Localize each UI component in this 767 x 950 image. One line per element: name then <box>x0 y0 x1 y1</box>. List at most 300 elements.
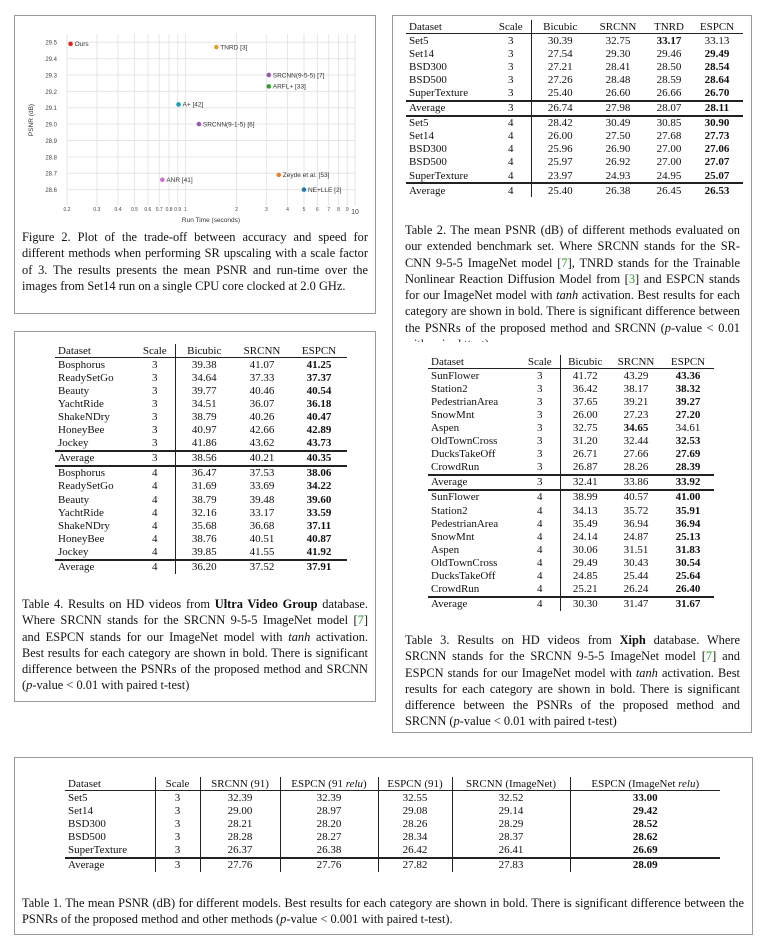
table-row <box>55 545 347 559</box>
table-cell: 28.20 <box>280 817 378 830</box>
table-cell: CrowdRun <box>431 461 480 474</box>
table-cell: 43.36 <box>675 369 701 382</box>
table-cell: 39.38 <box>191 358 217 371</box>
table-cell: 3 <box>155 858 200 872</box>
table-cell: 4 <box>520 490 560 504</box>
data-point <box>176 102 181 107</box>
table-cell: 41.92 <box>306 545 332 558</box>
table-cell: 29.49 <box>704 47 730 60</box>
x-tick-label: 2 <box>235 207 238 213</box>
table-cell: OldTownCross <box>431 435 498 448</box>
table-cell: DucksTakeOff <box>431 448 496 461</box>
table-cell: 4 <box>491 156 531 169</box>
table-cell: 28.28 <box>200 830 280 843</box>
average-row <box>406 101 743 116</box>
table-cell: 3 <box>491 34 531 48</box>
table-2 <box>406 20 743 197</box>
table-cell: 29.14 <box>452 804 570 817</box>
data-point-label: A+ [42] <box>182 101 204 109</box>
table-cell: 35.68 <box>191 519 217 532</box>
table-cell: 25.96 <box>547 143 573 156</box>
table-cell: 26.41 <box>452 843 570 857</box>
table-cell: 32.16 <box>191 506 217 519</box>
table-cell: 26.53 <box>691 183 743 197</box>
table-cell: 3 <box>491 60 531 73</box>
table-cell: 34.65 <box>623 422 649 435</box>
table-cell: Set5 <box>406 116 491 130</box>
table-cell: 40.51 <box>249 532 275 545</box>
table-cell: 25.07 <box>704 169 730 182</box>
table-row <box>428 395 714 408</box>
table-row <box>406 156 743 169</box>
table-cell: 27.54 <box>547 47 573 60</box>
table-row <box>406 34 743 48</box>
table-cell: 31.51 <box>623 543 649 556</box>
table-cell: 28.11 <box>691 101 743 116</box>
table-cell: 25.40 <box>547 87 573 100</box>
table-cell: 28.37 <box>452 830 570 843</box>
table-row <box>55 519 347 532</box>
table-cell: 28.62 <box>632 830 658 843</box>
table-row <box>428 408 714 421</box>
table-cell: 3 <box>135 451 175 466</box>
table-cell: 3 <box>520 421 560 434</box>
table-cell: 29.42 <box>632 804 658 817</box>
table-cell: 36.18 <box>306 397 332 410</box>
table-cell: BSD500 <box>65 830 155 843</box>
column-header: ESPCN (ImageNet relu) <box>570 777 720 791</box>
table-cell: 26.87 <box>572 461 598 474</box>
table-cell: 37.11 <box>306 519 332 532</box>
average-row <box>55 560 347 574</box>
table-cell: 33.69 <box>249 480 275 493</box>
table-cell: 26.92 <box>605 156 631 169</box>
table-cell: 3 <box>135 397 175 410</box>
y-tick-label: 28.8 <box>45 155 57 162</box>
data-point <box>160 177 165 182</box>
x-tick-label: 0.8 <box>165 207 173 213</box>
table-cell: 26.38 <box>589 183 647 197</box>
table-cell: 3 <box>135 410 175 423</box>
table-cell: 4 <box>520 530 560 543</box>
table-cell: 3 <box>520 369 560 383</box>
table-row <box>428 530 714 543</box>
table-cell: Average <box>428 475 520 490</box>
table-cell: 27.76 <box>200 858 280 872</box>
table-cell: 32.44 <box>623 435 649 448</box>
column-header: ESPCN <box>291 344 347 358</box>
table-cell: 3 <box>520 448 560 461</box>
table-cell: 4 <box>135 532 175 545</box>
table-cell: DucksTakeOff <box>431 570 496 583</box>
table-cell: 27.20 <box>675 408 701 421</box>
table-cell: 28.39 <box>675 461 701 474</box>
table-row <box>406 169 743 183</box>
table-cell: 28.21 <box>200 817 280 830</box>
table-cell: BSD300 <box>409 60 447 73</box>
table-cell: 38.99 <box>560 490 610 504</box>
table-cell: 26.40 <box>675 583 701 596</box>
column-header: Dataset <box>406 20 491 34</box>
citation-link[interactable]: 7 <box>357 613 364 628</box>
table-cell: 38.06 <box>291 466 347 480</box>
table-cell: 30.54 <box>675 556 701 569</box>
table-cell: 40.54 <box>306 384 332 397</box>
table-cell: 26.69 <box>632 844 658 857</box>
table-3-panel <box>392 342 752 733</box>
table-cell: 26.66 <box>656 87 682 100</box>
table-1-caption: Table 1. The mean PSNR (dB) for different models. Best results for each category are shown in bold. There is significant difference between the PSNRs of the proposed method and other methods (p-value < 0.001 with paired t-test). <box>22 896 744 927</box>
table-cell: 34.13 <box>572 504 598 517</box>
table-cell: 28.52 <box>632 817 658 830</box>
header-row <box>65 777 720 791</box>
table-cell: 25.64 <box>675 570 701 583</box>
x-tick-label: 6 <box>316 207 319 213</box>
data-point-label: TNRD [3] <box>220 44 248 52</box>
column-header: Dataset <box>65 777 155 791</box>
table-cell: 27.21 <box>547 60 573 73</box>
table-cell: 32.39 <box>280 791 378 805</box>
column-header: SRCNN <box>589 20 647 34</box>
header-row <box>428 355 714 369</box>
table-cell: 26.37 <box>200 843 280 857</box>
table-cell: 28.97 <box>280 804 378 817</box>
data-point-label: ARFL+ [33] <box>272 83 306 91</box>
table-cell: ReadySetGo <box>58 480 114 493</box>
table-cell: 26.00 <box>547 130 573 143</box>
table-cell: 37.91 <box>291 560 347 574</box>
table-cell: 32.55 <box>378 791 452 805</box>
table-row <box>406 47 743 60</box>
data-point-label: Ours <box>74 41 89 49</box>
table-cell: 33.17 <box>249 506 275 519</box>
citation-link[interactable]: 3 <box>628 271 636 286</box>
table-4-caption: Table 4. Results on HD videos from Ultra Video Group database. Where SRCNN stands for the SRCNN 9-5-5 ImageNet model [7] and ESPCN stands for our ImageNet model with tanh activation. Best results for each category are shown in bold. There is significant difference between the PSNRs of the proposed method and SRCNN (p-value < 0.01 with paired t-test) <box>22 597 368 693</box>
y-tick-label: 28.7 <box>45 171 57 178</box>
table-cell: Average <box>55 560 135 574</box>
table-row <box>55 358 347 372</box>
column-header: Bicubic <box>175 344 233 358</box>
column-header: Scale <box>520 355 560 369</box>
data-point <box>266 84 271 89</box>
table-cell: 36.94 <box>623 517 649 530</box>
table-cell: Jockey <box>58 545 89 558</box>
y-tick-label: 29.1 <box>45 106 57 113</box>
table-cell: ShakeNDry <box>58 411 110 424</box>
table-cell: 33.92 <box>662 475 714 490</box>
x-tick-label: 0.5 <box>130 207 138 213</box>
table-cell: 40.87 <box>306 532 332 545</box>
data-point-label: Zeyde et al. [53] <box>282 172 330 180</box>
table-cell: 38.32 <box>675 382 701 395</box>
table-cell: 34.64 <box>191 371 217 384</box>
table-cell: 43.73 <box>306 437 332 450</box>
table-cell: 41.07 <box>249 358 275 371</box>
table-row <box>55 466 347 480</box>
table-cell: 4 <box>520 583 560 597</box>
x-tick-label: 8 <box>337 207 340 213</box>
table-cell: 25.44 <box>623 570 649 583</box>
table-cell: 28.59 <box>656 73 682 86</box>
table-cell: 40.46 <box>249 384 275 397</box>
table-cell: Bosphorus <box>58 358 106 371</box>
table-cell: 31.67 <box>662 597 714 611</box>
column-header: Bicubic <box>560 355 610 369</box>
table-cell: 3 <box>155 791 200 805</box>
table-cell: 4 <box>135 493 175 506</box>
table-row <box>428 570 714 583</box>
table-cell: 27.06 <box>704 143 730 156</box>
table-cell: BSD300 <box>65 817 155 830</box>
table-cell: 30.49 <box>589 116 647 130</box>
table-cell: 31.47 <box>610 597 662 611</box>
table-cell: 28.64 <box>704 73 730 86</box>
table-cell: 39.48 <box>249 493 275 506</box>
citation-link[interactable]: 7 <box>705 649 713 664</box>
table-cell: OldTownCross <box>431 556 498 569</box>
table-2-caption: Table 2. The mean PSNR (dB) of different methods evaluated on our extended benchmark set. Where SRCNN stands for the SR-CNN 9-5-5 ImageNet model [7], TNRD stands for the Trainable Nonlinear Reaction Diffusion Model from [3] and ESPCN stands for our ImageNet model with tanh activation. Best results for each category are shown in bold. There is significant difference between the PSNRs of the proposed method and SRCNN (p-value < 0.01 <box>405 223 741 335</box>
table-cell: 30.30 <box>560 597 610 611</box>
column-header: ESPCN (91 relu) <box>280 777 378 791</box>
table-cell: Bosphorus <box>55 466 135 480</box>
table-cell: 4 <box>491 183 531 197</box>
table-cell: 37.53 <box>233 466 291 480</box>
table-cell: 29.46 <box>656 47 682 60</box>
table-cell: 26.74 <box>531 101 589 116</box>
table-1-panel <box>14 757 753 935</box>
figure-2-caption: Figure 2. Plot of the trade-off between accuracy and speed for different methods when performing SR upscaling with a scale factor of 3. The results presents the mean PSNR and run-time over the images from Set14 run on a single CPU core clocked at 2.0 GHz. <box>22 230 368 293</box>
table-cell: 25.40 <box>531 183 589 197</box>
table-row <box>428 369 714 383</box>
table-cell: 4 <box>135 506 175 519</box>
table-cell: 27.23 <box>623 408 649 421</box>
table-cell: 41.00 <box>662 490 714 504</box>
table-row <box>55 424 347 437</box>
table-cell: 27.68 <box>656 130 682 143</box>
table-cell: Beauty <box>58 384 90 397</box>
table-cell: 4 <box>135 545 175 559</box>
table-cell: 3 <box>155 817 200 830</box>
x-tick-label: 0.7 <box>155 207 163 213</box>
table-cell: 40.47 <box>306 411 332 424</box>
table-cell: 25.13 <box>675 530 701 543</box>
table-cell: 41.86 <box>191 437 217 450</box>
table-cell: 3 <box>135 358 175 372</box>
table-cell: 4 <box>491 130 531 143</box>
table-cell: 3 <box>520 395 560 408</box>
table-row <box>65 830 720 843</box>
table-cell: 3 <box>491 86 531 100</box>
table-cell: 35.72 <box>623 504 649 517</box>
table-cell: 28.34 <box>378 830 452 843</box>
table-row <box>428 448 714 461</box>
table-cell: 4 <box>520 597 560 611</box>
table-row <box>55 506 347 519</box>
table-row <box>406 116 743 130</box>
table-cell: 28.50 <box>656 60 682 73</box>
table-cell: 35.91 <box>675 504 701 517</box>
table-cell: 25.97 <box>547 156 573 169</box>
table-cell: 4 <box>135 519 175 532</box>
table-cell: SnowMnt <box>431 408 475 421</box>
table-cell: 36.07 <box>249 397 275 410</box>
x-tick-label: 10 <box>351 209 359 216</box>
data-point <box>68 42 73 47</box>
data-point-label: ANR [41] <box>166 177 193 185</box>
table-row <box>406 73 743 86</box>
table-cell: 27.98 <box>589 101 647 116</box>
table-cell: 43.62 <box>249 437 275 450</box>
table-cell: 27.82 <box>378 858 452 872</box>
table-row <box>406 86 743 100</box>
x-tick-label: 0.6 <box>144 207 152 213</box>
table-cell: 34.51 <box>191 397 217 410</box>
table-cell: 28.42 <box>531 116 589 130</box>
table-cell: 40.97 <box>191 424 217 437</box>
table-cell: 32.52 <box>452 791 570 805</box>
table-cell: 24.93 <box>605 169 631 182</box>
table-row <box>428 421 714 434</box>
table-cell: 4 <box>491 116 531 130</box>
table-cell: 4 <box>520 543 560 556</box>
table-cell: 23.97 <box>547 169 573 182</box>
table-row <box>428 504 714 517</box>
average-row <box>406 183 743 197</box>
table-cell: 37.65 <box>572 395 598 408</box>
table-cell: 36.20 <box>175 560 233 574</box>
data-point <box>276 173 281 178</box>
figure-2-panel <box>14 15 376 314</box>
table-cell: 30.85 <box>647 116 691 130</box>
table-cell: 40.21 <box>233 451 291 466</box>
table-cell: Aspen <box>431 543 460 556</box>
average-row <box>55 451 347 466</box>
table-cell: 30.06 <box>572 543 598 556</box>
table-cell: 28.41 <box>605 60 631 73</box>
table-cell: 37.37 <box>306 371 332 384</box>
table-cell: 33.17 <box>656 34 682 47</box>
average-row <box>65 858 720 872</box>
table-cell: 29.30 <box>605 47 631 60</box>
table-cell: Average <box>406 101 491 116</box>
table-cell: 28.29 <box>452 817 570 830</box>
table-cell: 26.42 <box>378 843 452 857</box>
table-cell: SunFlower <box>431 369 480 382</box>
data-point <box>197 122 202 127</box>
table-cell: 3 <box>520 461 560 475</box>
data-point <box>214 45 219 50</box>
table-cell: 34.22 <box>306 480 332 493</box>
table-cell: 3 <box>491 47 531 60</box>
table-cell: 27.66 <box>623 448 649 461</box>
table-cell: 3 <box>520 408 560 421</box>
table-row <box>65 817 720 830</box>
table-row <box>428 583 714 597</box>
y-tick-label: 29.0 <box>45 122 57 129</box>
table-cell: 32.41 <box>560 475 610 490</box>
citation-link[interactable]: 7 <box>561 255 568 270</box>
table-cell: 38.79 <box>191 411 217 424</box>
y-tick-label: 29.5 <box>45 40 57 47</box>
table-1 <box>65 777 720 872</box>
table-cell: 33.13 <box>704 34 730 47</box>
x-tick-label: 0.4 <box>114 207 122 213</box>
x-tick-label: 9 <box>345 207 349 213</box>
table-cell: 27.73 <box>704 130 730 143</box>
table-row <box>55 532 347 545</box>
table-cell: 31.83 <box>675 543 701 556</box>
table-2-panel <box>392 15 752 352</box>
y-tick-label: 29.4 <box>45 57 57 64</box>
table-cell: Beauty <box>58 493 90 506</box>
table-4-panel <box>14 331 376 702</box>
table-row <box>428 490 714 504</box>
table-row <box>55 397 347 410</box>
table-cell: 32.39 <box>200 791 280 805</box>
table-cell: 42.66 <box>249 424 275 437</box>
table-cell: 26.24 <box>623 583 649 596</box>
table-cell: 26.38 <box>280 843 378 857</box>
table-cell: 41.25 <box>306 358 332 371</box>
column-header: Scale <box>491 20 531 34</box>
table-cell: 32.75 <box>572 422 598 435</box>
table-row <box>428 461 714 475</box>
table-cell: 36.68 <box>249 519 275 532</box>
table-cell: BSD500 <box>409 73 447 86</box>
table-cell: SuperTexture <box>65 843 155 857</box>
y-tick-label: 29.2 <box>45 89 57 96</box>
table-cell: 4 <box>520 517 560 530</box>
psnr-runtime-scatter-plot <box>19 24 367 232</box>
table-cell: 3 <box>491 101 531 116</box>
table-cell: 32.75 <box>605 34 631 47</box>
table-cell: 25.21 <box>572 583 598 596</box>
column-header: Dataset <box>428 355 520 369</box>
table-cell: 26.90 <box>605 143 631 156</box>
table-cell: 39.77 <box>191 384 217 397</box>
table-cell: 39.60 <box>306 493 332 506</box>
table-cell: 27.50 <box>605 130 631 143</box>
x-tick-label: 3 <box>264 207 268 213</box>
table-cell: 28.48 <box>605 73 631 86</box>
table-cell: 3 <box>155 843 200 857</box>
table-cell: 26.71 <box>572 448 598 461</box>
table-cell: 41.55 <box>249 545 275 558</box>
column-header: SRCNN <box>610 355 662 369</box>
table-row <box>65 791 720 805</box>
table-cell: 36.42 <box>572 382 598 395</box>
table-cell: Set5 <box>65 791 155 805</box>
table-cell: YachtRide <box>58 506 104 519</box>
table-cell: 38.76 <box>191 532 217 545</box>
table-cell: 41.72 <box>572 369 598 382</box>
table-cell: 3 <box>520 382 560 395</box>
data-point <box>302 187 307 192</box>
table-row <box>428 543 714 556</box>
table-cell: SuperTexture <box>409 87 469 100</box>
table-cell: 33.00 <box>632 791 658 804</box>
table-cell: 33.59 <box>306 506 332 519</box>
table-cell: 4 <box>135 560 175 574</box>
table-cell: 31.20 <box>572 435 598 448</box>
table-cell: 4 <box>135 466 175 480</box>
table-cell: 24.14 <box>572 530 598 543</box>
table-cell: 38.56 <box>175 451 233 466</box>
table-cell: 26.70 <box>704 87 730 100</box>
table-cell: 27.00 <box>656 143 682 156</box>
column-header: ESPCN <box>662 355 714 369</box>
column-header: SRCNN <box>233 344 291 358</box>
